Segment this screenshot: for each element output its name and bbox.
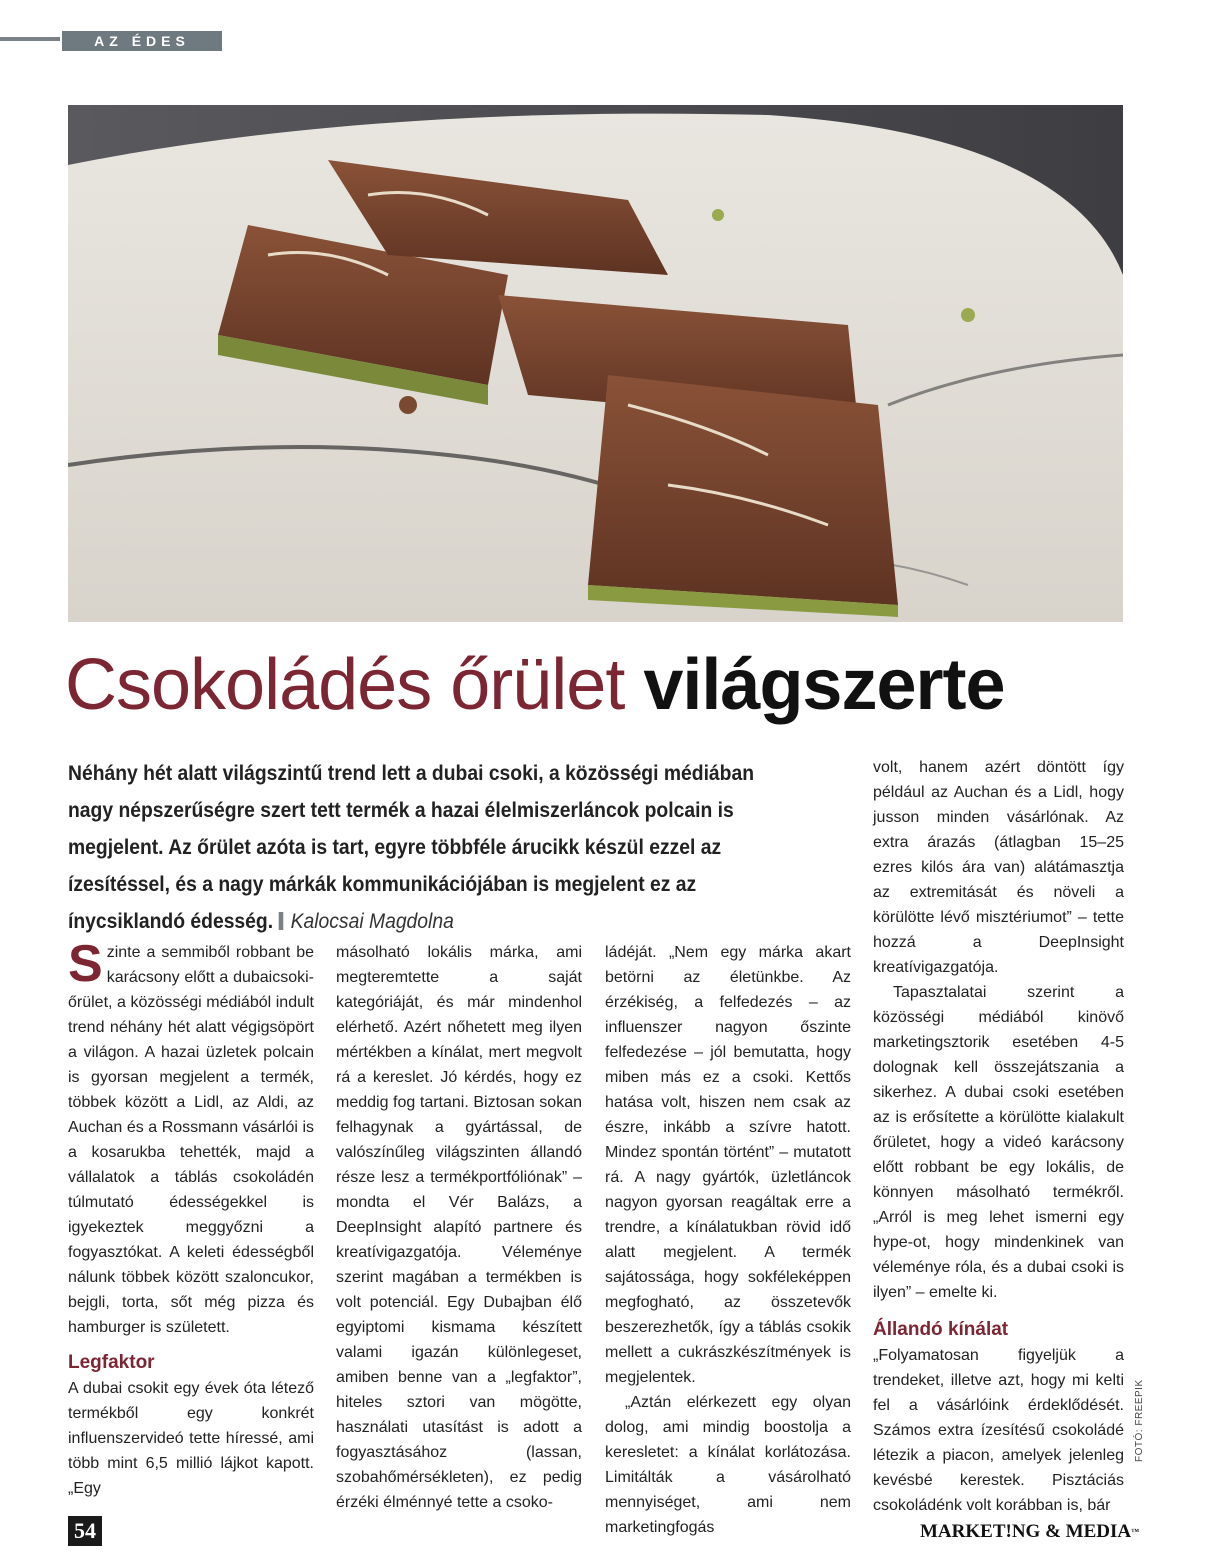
hero-photo — [68, 105, 1123, 622]
headline-bold: világszerte — [643, 645, 1005, 725]
column-4 — [873, 755, 1124, 1518]
col1-text-1: zinte a semmiből robbant be karácsony előtt a dubaicsoki-őrület, a közösségi médiából indult trend néhány hét alatt végigsöpört a világon. A hazai üzletek polcain is gyorsan megjelent a termék, többek között a Lidl, az Aldi, az Auchan és a Rossmann vásárlói is a kosarukba tehették, majd a vállalatok a táblás csokoládén túlmutató édességekkel is igyekeztek meggyőzni a fogyasztókat. A keleti édességből nálunk többek között szaloncukor, bejgli, torta, sőt még pizza és hamburger is született. — [68, 944, 314, 1336]
column-2 — [336, 940, 582, 1515]
col3-paragraph-2: „Aztán elérkezett egy olyan dolog, ami mindig boostolja a keresletet: a kínálat korlátozása. Limitálták a vásárolható mennyiséget, ami nem marketingfogás — [605, 1394, 851, 1536]
headline-light: Csokoládés őrület — [65, 645, 625, 725]
author-name: Kalocsai Magdolna — [290, 910, 454, 933]
col1-paragraph-1 — [68, 935, 314, 1340]
section-rule — [0, 37, 60, 41]
subhead-allando-kinalat: Állandó kínálat — [873, 1319, 1009, 1340]
page-number: 54 — [68, 1516, 102, 1546]
brand-name: MARKET!NG & MEDIA — [920, 1521, 1132, 1542]
column-1 — [68, 935, 314, 1501]
lead-separator — [279, 912, 284, 930]
col4-paragraph-3: „Folyamatosan figyeljük a trendeket, illetve azt, hogy mi kelti fel a vásárlóink érdeklődését. Számos extra ízesítésű csokoládé létezik a piacon, amelyek jelenleg kevésbé kerestek. Pisztáciás csokoládénk volt korábban is, bár — [873, 1347, 1124, 1514]
subhead-legfaktor: Legfaktor — [68, 1352, 155, 1373]
headline — [65, 640, 1165, 730]
col2-paragraph-1: másolható lokális márka, ami megteremtette a saját kategóriáját, és már mindenhol elérhető. Azért nőhetett meg ilyen mértékben a kínálat, mert megvolt rá a kereslet. Jó kérdés, hogy ez meddig fog tartani. Biztosan sokan felhagynak a gyártással, de valószínűleg világszinten állandó része lesz a termékportfóliónak” – mondta el Vér Balázs, a DeepInsight alapító partnere és kreatívigazgatója. Véleménye szerint magában a termékben is volt potenciál. Egy Dubajban élő egyiptomi kismama készített valami igazán különlegeset, amiben benne van a „legfaktor”, hiteles sztori van mögötte, használati utasítást is adott a fogyasztásához (lassan, szobahőmérsékleten), ez pedig érzéki élménnyé tette a csoko- — [336, 944, 582, 1511]
col4-paragraph-2: Tapasztalatai szerint a közösségi médiából kinövő marketingsztorik esetében 4-5 dolognak kell összejátszania a sikerhez. A dubai csoki esetében az is erősítette a körülötte kialakult őrületet, hogy a videó karácsony előtt robbant be egy lokális, de könnyen másolható termékről. „Arról is meg lehet ismerni egy hype-ot, hogy mindenkinek van véleménye róla, és a dubai csoki is ilyen” – emelte ki. — [873, 984, 1124, 1301]
col4-paragraph-1: volt, hanem azért döntött így például az Auchan és a Lidl, hogy jusson minden vásárlónak. Az extra árazás (átlagban 15–25 ezres kilós ára van) alátámasztja az extremitását és növeli a körülötte lévő misztériumot” – tette hozzá a DeepInsight kreatívigazgatója. — [873, 759, 1124, 976]
col3-paragraph-1: ládéját. „Nem egy márka akart betörni az életünkbe. Az érzékiség, a felfedezés – az influenszer nagyon őszinte felfedezése – jól bemutatta, hogy miben más ez a csoki. Kettős hatása volt, hiszen nem csak az észre, inkább a szívre hatott. Mindez spontán történt” – mutatott rá. A nagy gyártók, üzletláncok nagyon gyorsan reagáltak erre a trendre, a kínálatukban rövid idő alatt megjelent. A termék sajátossága, hogy sokféleképpen megfogható, az összetevők beszerezhetők, így a táblás csokik mellett a cukrászkészítmények is megjelentek. — [605, 944, 851, 1386]
chocolate-photo-icon — [68, 105, 1123, 622]
lead-paragraph — [68, 755, 781, 940]
section-label: AZ ÉDES ÉLET — [62, 31, 222, 51]
photo-credit: FOTÓ: FREEPIK — [1134, 1379, 1145, 1462]
brand-logo — [920, 1520, 1139, 1544]
brand-tm: ™ — [1131, 1527, 1140, 1536]
col1-paragraph-2: A dubai csokit egy évek óta létező termékből egy konkrét influenszervideó tette híressé, ami több mint 6,5 millió lájkot kapott. „Egy — [68, 1380, 314, 1497]
column-3 — [605, 940, 851, 1540]
lead-text: Néhány hét alatt világszintű trend lett a dubai csoki, a közösségi médiában nagy népszerűségre szert tett termék a hazai élelmiszerláncok polcain is megjelent. Az őrület azóta is tart, egyre többféle árucikk készül ezzel az ízesítéssel, és a nagy márkák kommunikációjában is megjelent ez az ínycsiklandó édesség. — [68, 762, 755, 933]
dropcap: S — [68, 935, 103, 993]
